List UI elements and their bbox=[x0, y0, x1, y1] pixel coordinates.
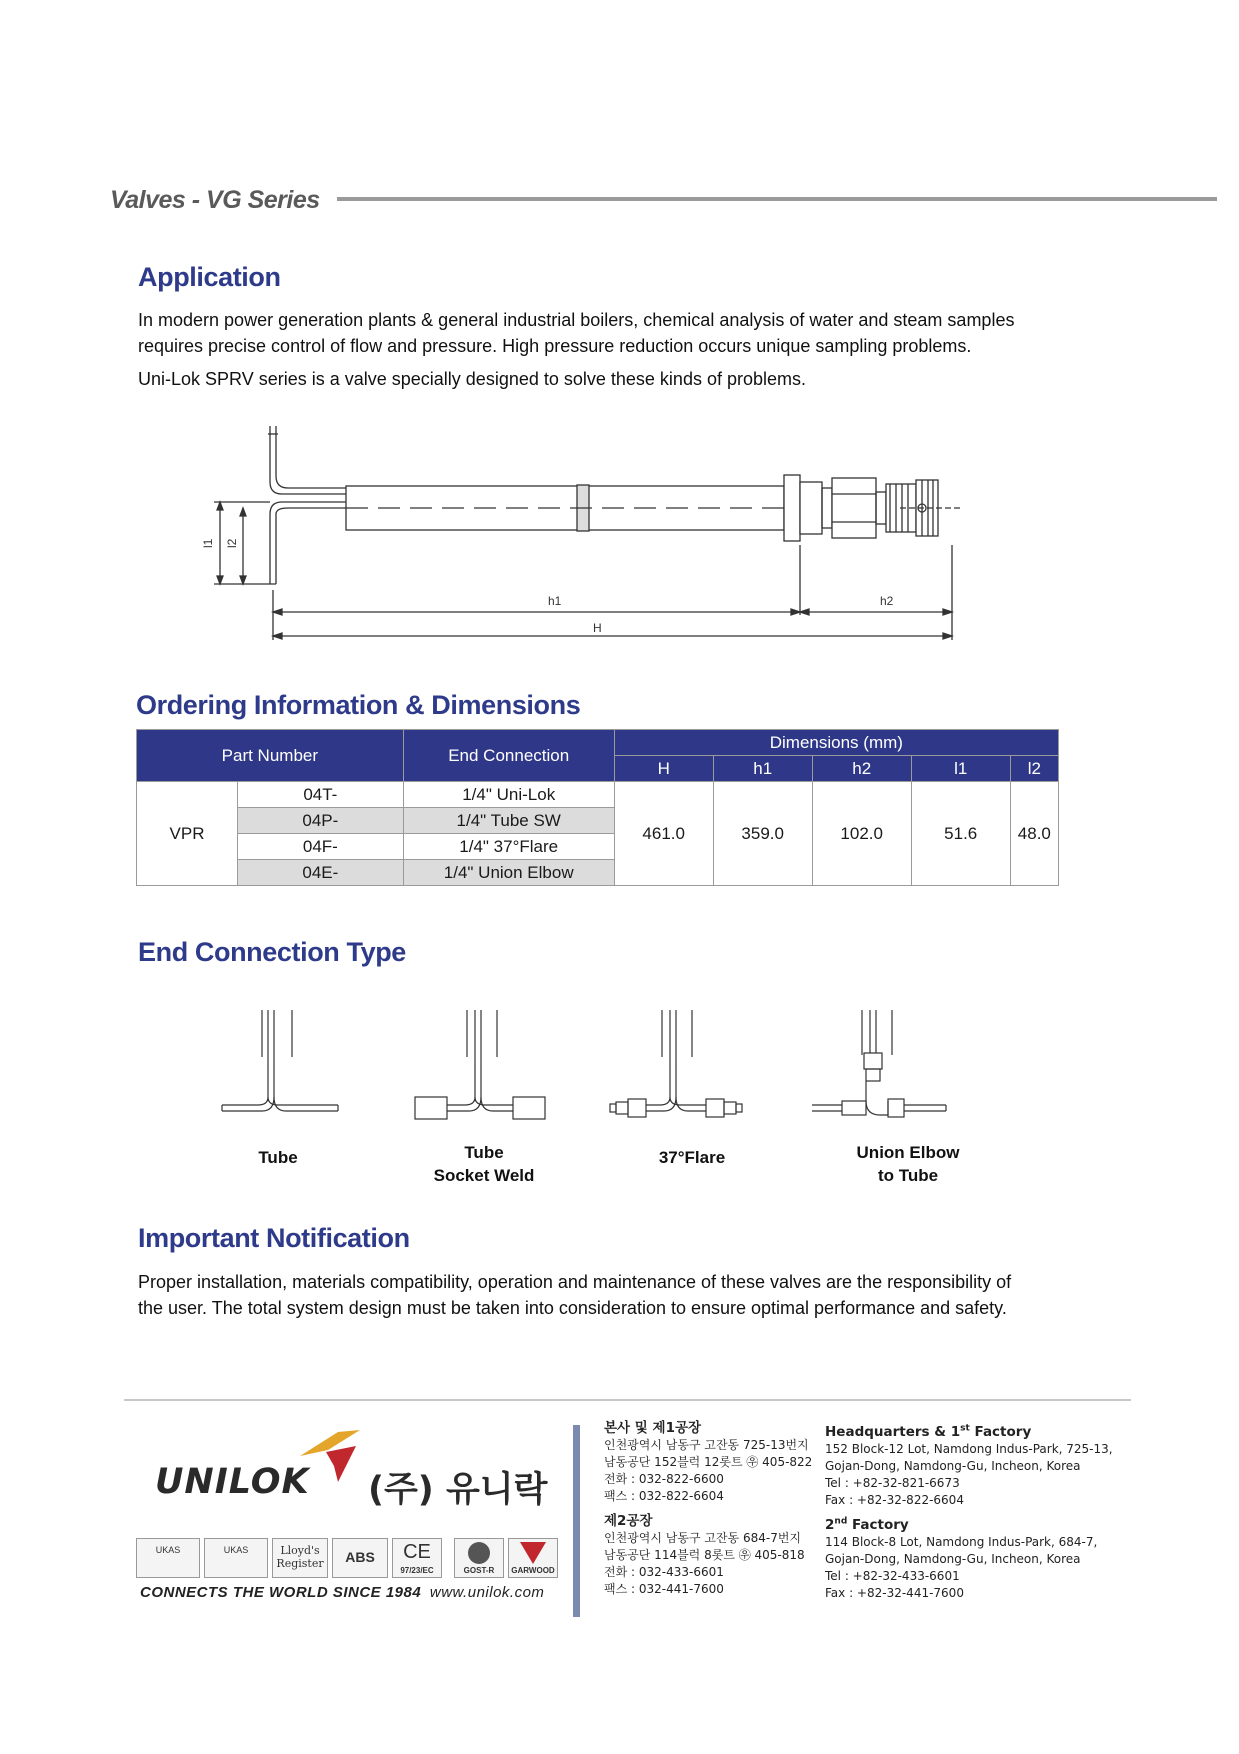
type-label-line: Socket Weld bbox=[433, 1166, 535, 1185]
end-connection-diagrams bbox=[210, 1005, 990, 1125]
type-label-line: Tube bbox=[258, 1148, 298, 1167]
phone-line: 전화 : 032-822-6600 bbox=[604, 1472, 724, 1486]
dim-H-label: H bbox=[593, 621, 602, 635]
ordering-heading: Ordering Information & Dimensions bbox=[136, 690, 581, 720]
col-part-number: Part Number bbox=[137, 730, 404, 782]
address-line: Gojan-Dong, Namdong-Gu, Incheon, Korea bbox=[825, 1458, 1081, 1473]
en-f2-title: 2nd Factory bbox=[825, 1516, 909, 1533]
valve-drawing bbox=[200, 420, 980, 645]
dim-h2-label: h2 bbox=[880, 594, 894, 608]
fax-line: Fax : +82-32-822-6604 bbox=[825, 1492, 964, 1507]
type-label-line: to Tube bbox=[877, 1166, 939, 1185]
notification-heading: Important Notification bbox=[138, 1223, 410, 1253]
notification-text bbox=[138, 1269, 1011, 1321]
phone-line: Tel : +82-32-433-6601 bbox=[825, 1568, 960, 1583]
garwood-cert-icon bbox=[508, 1538, 558, 1578]
cert-label: CE bbox=[403, 1541, 431, 1563]
dim-H-value: 461.0 bbox=[614, 782, 713, 886]
end-connection: 1/4" 37°Flare bbox=[403, 834, 614, 860]
application-heading: Application bbox=[138, 262, 281, 292]
series-cell: VPR bbox=[137, 782, 238, 886]
part-code: 04E- bbox=[238, 860, 404, 886]
kr-f2-title: 제2공장 bbox=[604, 1513, 653, 1529]
dimensions-table bbox=[136, 729, 1059, 886]
cert-label: Lloyd's Register bbox=[276, 1544, 324, 1570]
address-line: Gojan-Dong, Namdong-Gu, Incheon, Korea bbox=[825, 1551, 1081, 1566]
cert-label: UKAS bbox=[223, 1545, 249, 1555]
footer-rule bbox=[124, 1399, 1131, 1401]
en-hq-title: Headquarters & 1st Factory bbox=[825, 1423, 1032, 1440]
tube-diagram bbox=[222, 1010, 338, 1111]
col-l1: l1 bbox=[911, 756, 1010, 782]
phone-line: Tel : +82-32-821-6673 bbox=[825, 1475, 960, 1490]
fax-line: 팩스 : 032-441-7600 bbox=[604, 1582, 724, 1596]
end-connection: 1/4" Tube SW bbox=[403, 808, 614, 834]
end-connection: 1/4" Uni-Lok bbox=[403, 782, 614, 808]
col-l2: l2 bbox=[1010, 756, 1058, 782]
cert-label: ABS bbox=[345, 1549, 375, 1565]
address-line: 인천광역시 남동구 고잔동 684-7번지 bbox=[604, 1531, 802, 1545]
dim-h1-label: h1 bbox=[548, 594, 562, 608]
col-h1: h1 bbox=[713, 756, 812, 782]
address-line: 114 Block-8 Lot, Namdong Indus-Park, 684-7, bbox=[825, 1534, 1098, 1549]
cert-sub-label: GOST-R bbox=[463, 1566, 495, 1575]
header-rule bbox=[337, 197, 1217, 201]
korean-company-name: (주) 유니락 bbox=[368, 1470, 548, 1510]
series-title: Valves - VG Series bbox=[110, 186, 320, 214]
application-text bbox=[138, 307, 1014, 392]
type-label-line: 37°Flare bbox=[658, 1148, 726, 1167]
table-row bbox=[137, 782, 1059, 808]
dim-l1-label: l1 bbox=[201, 538, 215, 548]
kr-hq-address bbox=[604, 1420, 814, 1505]
col-h2: h2 bbox=[812, 756, 911, 782]
kr-hq-title: 본사 및 제1공장 bbox=[604, 1420, 702, 1436]
dim-l2-value: 48.0 bbox=[1010, 782, 1058, 886]
ukas-cert-icon bbox=[204, 1538, 268, 1578]
notification-line-2: the user. The total system design must be taken into consideration to ensure optimal performance and safety. bbox=[138, 1298, 1007, 1318]
footer-tagline bbox=[140, 1584, 544, 1601]
gost-r-cert-icon bbox=[454, 1538, 504, 1578]
application-line-1: In modern power generation plants & general industrial boilers, chemical analysis of water and steam samples bbox=[138, 310, 1015, 330]
cert-sub-label: 97/23/EC bbox=[400, 1566, 434, 1575]
type-socket-weld-label bbox=[414, 1141, 554, 1187]
type-union-elbow-label bbox=[838, 1141, 978, 1187]
abs-cert-icon bbox=[332, 1538, 388, 1578]
type-label-line: Tube bbox=[464, 1143, 504, 1162]
dim-h2-value: 102.0 bbox=[812, 782, 911, 886]
website-link[interactable]: www.unilok.com bbox=[429, 1584, 545, 1601]
phone-line: 전화 : 032-433-6601 bbox=[604, 1565, 724, 1579]
type-tube-label bbox=[228, 1146, 328, 1169]
col-H: H bbox=[614, 756, 713, 782]
unilok-logo-text: UNILOK bbox=[155, 1462, 310, 1502]
ce-mark-icon bbox=[392, 1538, 442, 1578]
application-line-2: requires precise control of flow and pressure. High pressure reduction occurs unique sampling problems. bbox=[138, 336, 972, 356]
cert-label: UKAS bbox=[155, 1545, 181, 1555]
en-factory2-address bbox=[825, 1513, 1125, 1602]
type-label-line: Union Elbow bbox=[856, 1143, 960, 1162]
application-line-3: Uni-Lok SPRV series is a valve specially designed to solve these kinds of problems. bbox=[138, 369, 806, 389]
part-code: 04P- bbox=[238, 808, 404, 834]
tagline-text: CONNECTS THE WORLD SINCE 1984 bbox=[140, 1584, 422, 1601]
fax-line: 팩스 : 032-822-6604 bbox=[604, 1489, 724, 1503]
address-line: 152 Block-12 Lot, Namdong Indus-Park, 725-13, bbox=[825, 1441, 1113, 1456]
col-dimensions: Dimensions (mm) bbox=[614, 730, 1058, 756]
dim-l1-value: 51.6 bbox=[911, 782, 1010, 886]
address-line: 남동공단 152블럭 12롯트 ㉾ 405-822 bbox=[604, 1455, 813, 1469]
notification-line-1: Proper installation, materials compatibility, operation and maintenance of these valves are the responsibility of bbox=[138, 1272, 1012, 1292]
part-code: 04T- bbox=[238, 782, 404, 808]
address-line: 남동공단 114블럭 8롯트 ㉾ 405-818 bbox=[604, 1548, 805, 1562]
ukas-cert-icon bbox=[136, 1538, 200, 1578]
col-end-connection: End Connection bbox=[403, 730, 614, 782]
part-code: 04F- bbox=[238, 834, 404, 860]
dim-h1-value: 359.0 bbox=[713, 782, 812, 886]
end-connection: 1/4" Union Elbow bbox=[403, 860, 614, 886]
cert-sub-label: GARWOOD bbox=[511, 1566, 555, 1575]
en-hq-address bbox=[825, 1420, 1125, 1509]
footer-divider bbox=[573, 1425, 580, 1617]
lloyds-register-icon bbox=[272, 1538, 328, 1578]
fax-line: Fax : +82-32-441-7600 bbox=[825, 1585, 964, 1600]
kr-factory2-address bbox=[604, 1513, 814, 1598]
dim-l2-label: l2 bbox=[225, 538, 239, 548]
address-line: 인천광역시 남동구 고잔동 725-13번지 bbox=[604, 1438, 809, 1452]
end-connection-heading: End Connection Type bbox=[138, 937, 406, 967]
type-flare-label bbox=[637, 1146, 747, 1169]
